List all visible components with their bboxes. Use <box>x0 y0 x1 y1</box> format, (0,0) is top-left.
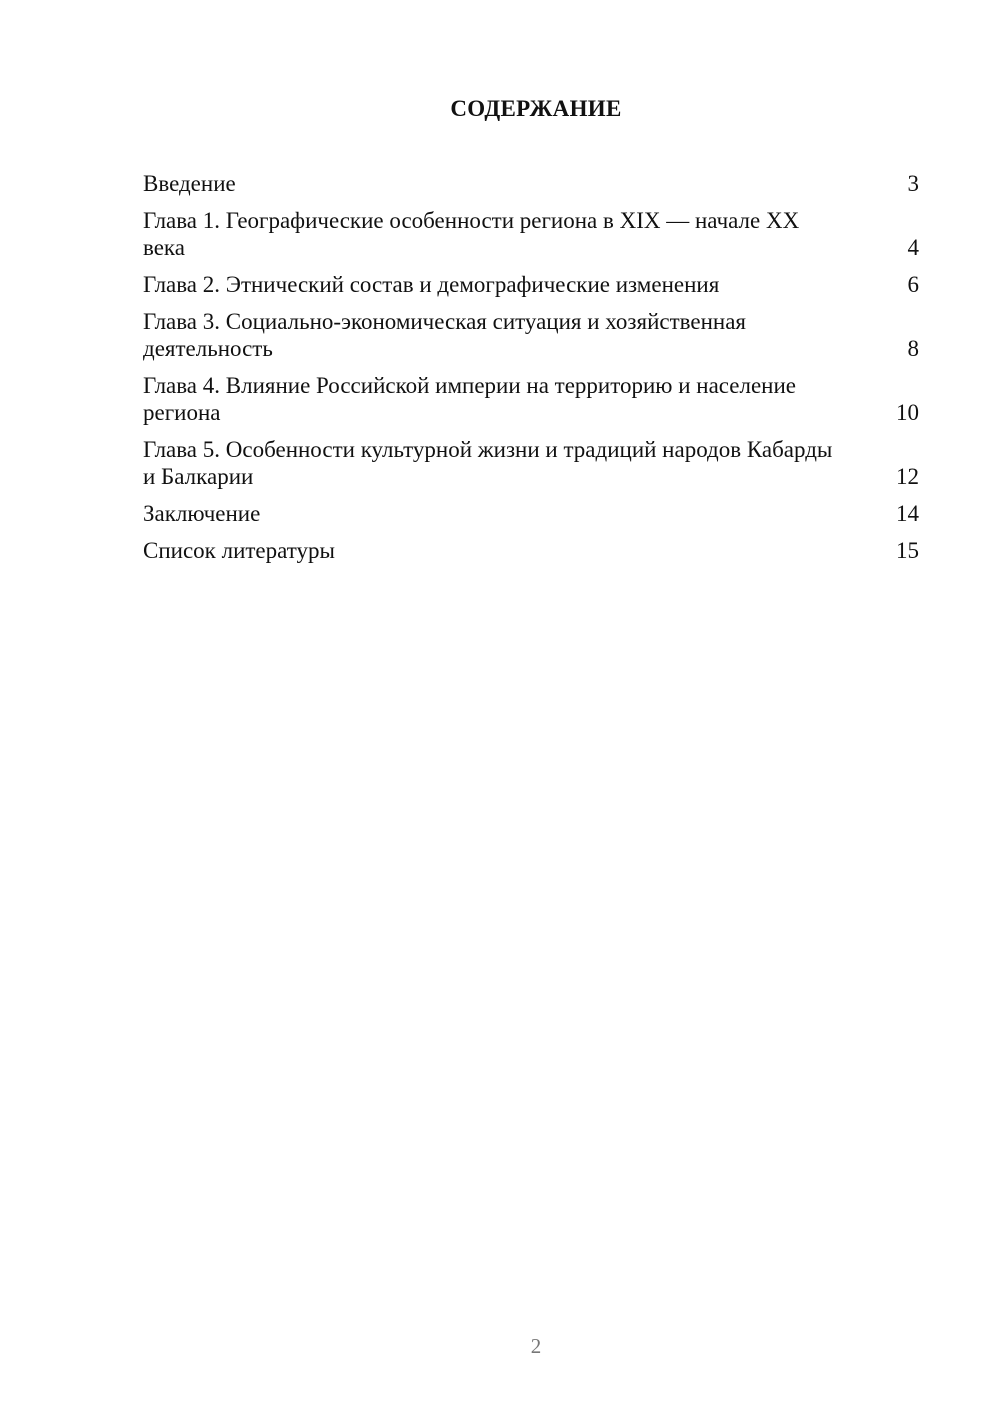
toc-entry-page-number: 8 <box>907 336 919 361</box>
toc-entry-conclusion[interactable] <box>143 500 919 527</box>
toc-entry-page-number: 3 <box>907 171 919 196</box>
toc-entry-page-number: 4 <box>907 235 919 260</box>
toc-entry-references[interactable] <box>143 537 919 564</box>
table-of-contents <box>143 170 919 574</box>
toc-entry-chapter-2[interactable] <box>143 271 919 298</box>
toc-entry-introduction[interactable] <box>143 170 919 197</box>
toc-entry-title: Глава 3. Социально-экономическая ситуация и хозяйственная деятельность <box>143 309 746 361</box>
toc-entry-title: Список литературы <box>143 538 335 563</box>
toc-entry-title: Глава 2. Этнический состав и демографические изменения <box>143 272 720 297</box>
toc-entry-title: Введение <box>143 171 236 196</box>
toc-entry-page-number: 12 <box>896 464 919 489</box>
toc-entry-title: Глава 4. Влияние Российской империи на территорию и население региона <box>143 373 797 425</box>
toc-entry-title: Заключение <box>143 501 261 526</box>
toc-entry-page-number: 10 <box>896 400 919 425</box>
toc-entry-page-number: 6 <box>907 272 919 297</box>
toc-entry-page-number: 15 <box>896 538 919 563</box>
toc-entry-chapter-4[interactable] <box>143 372 919 426</box>
toc-entry-title: Глава 1. Географические особенности региона в XIX — начале XX века <box>143 208 800 260</box>
toc-entry-title: Глава 5. Особенности культурной жизни и традиций народов Кабарды и Балкарии <box>143 437 833 489</box>
page-number: 2 <box>530 1334 542 1358</box>
toc-entry-chapter-3[interactable] <box>143 308 919 362</box>
toc-entry-page-number: 14 <box>896 501 919 526</box>
toc-entry-chapter-5[interactable] <box>143 436 919 490</box>
toc-entry-chapter-1[interactable] <box>143 207 919 261</box>
page-title: СОДЕРЖАНИЕ <box>450 96 622 121</box>
